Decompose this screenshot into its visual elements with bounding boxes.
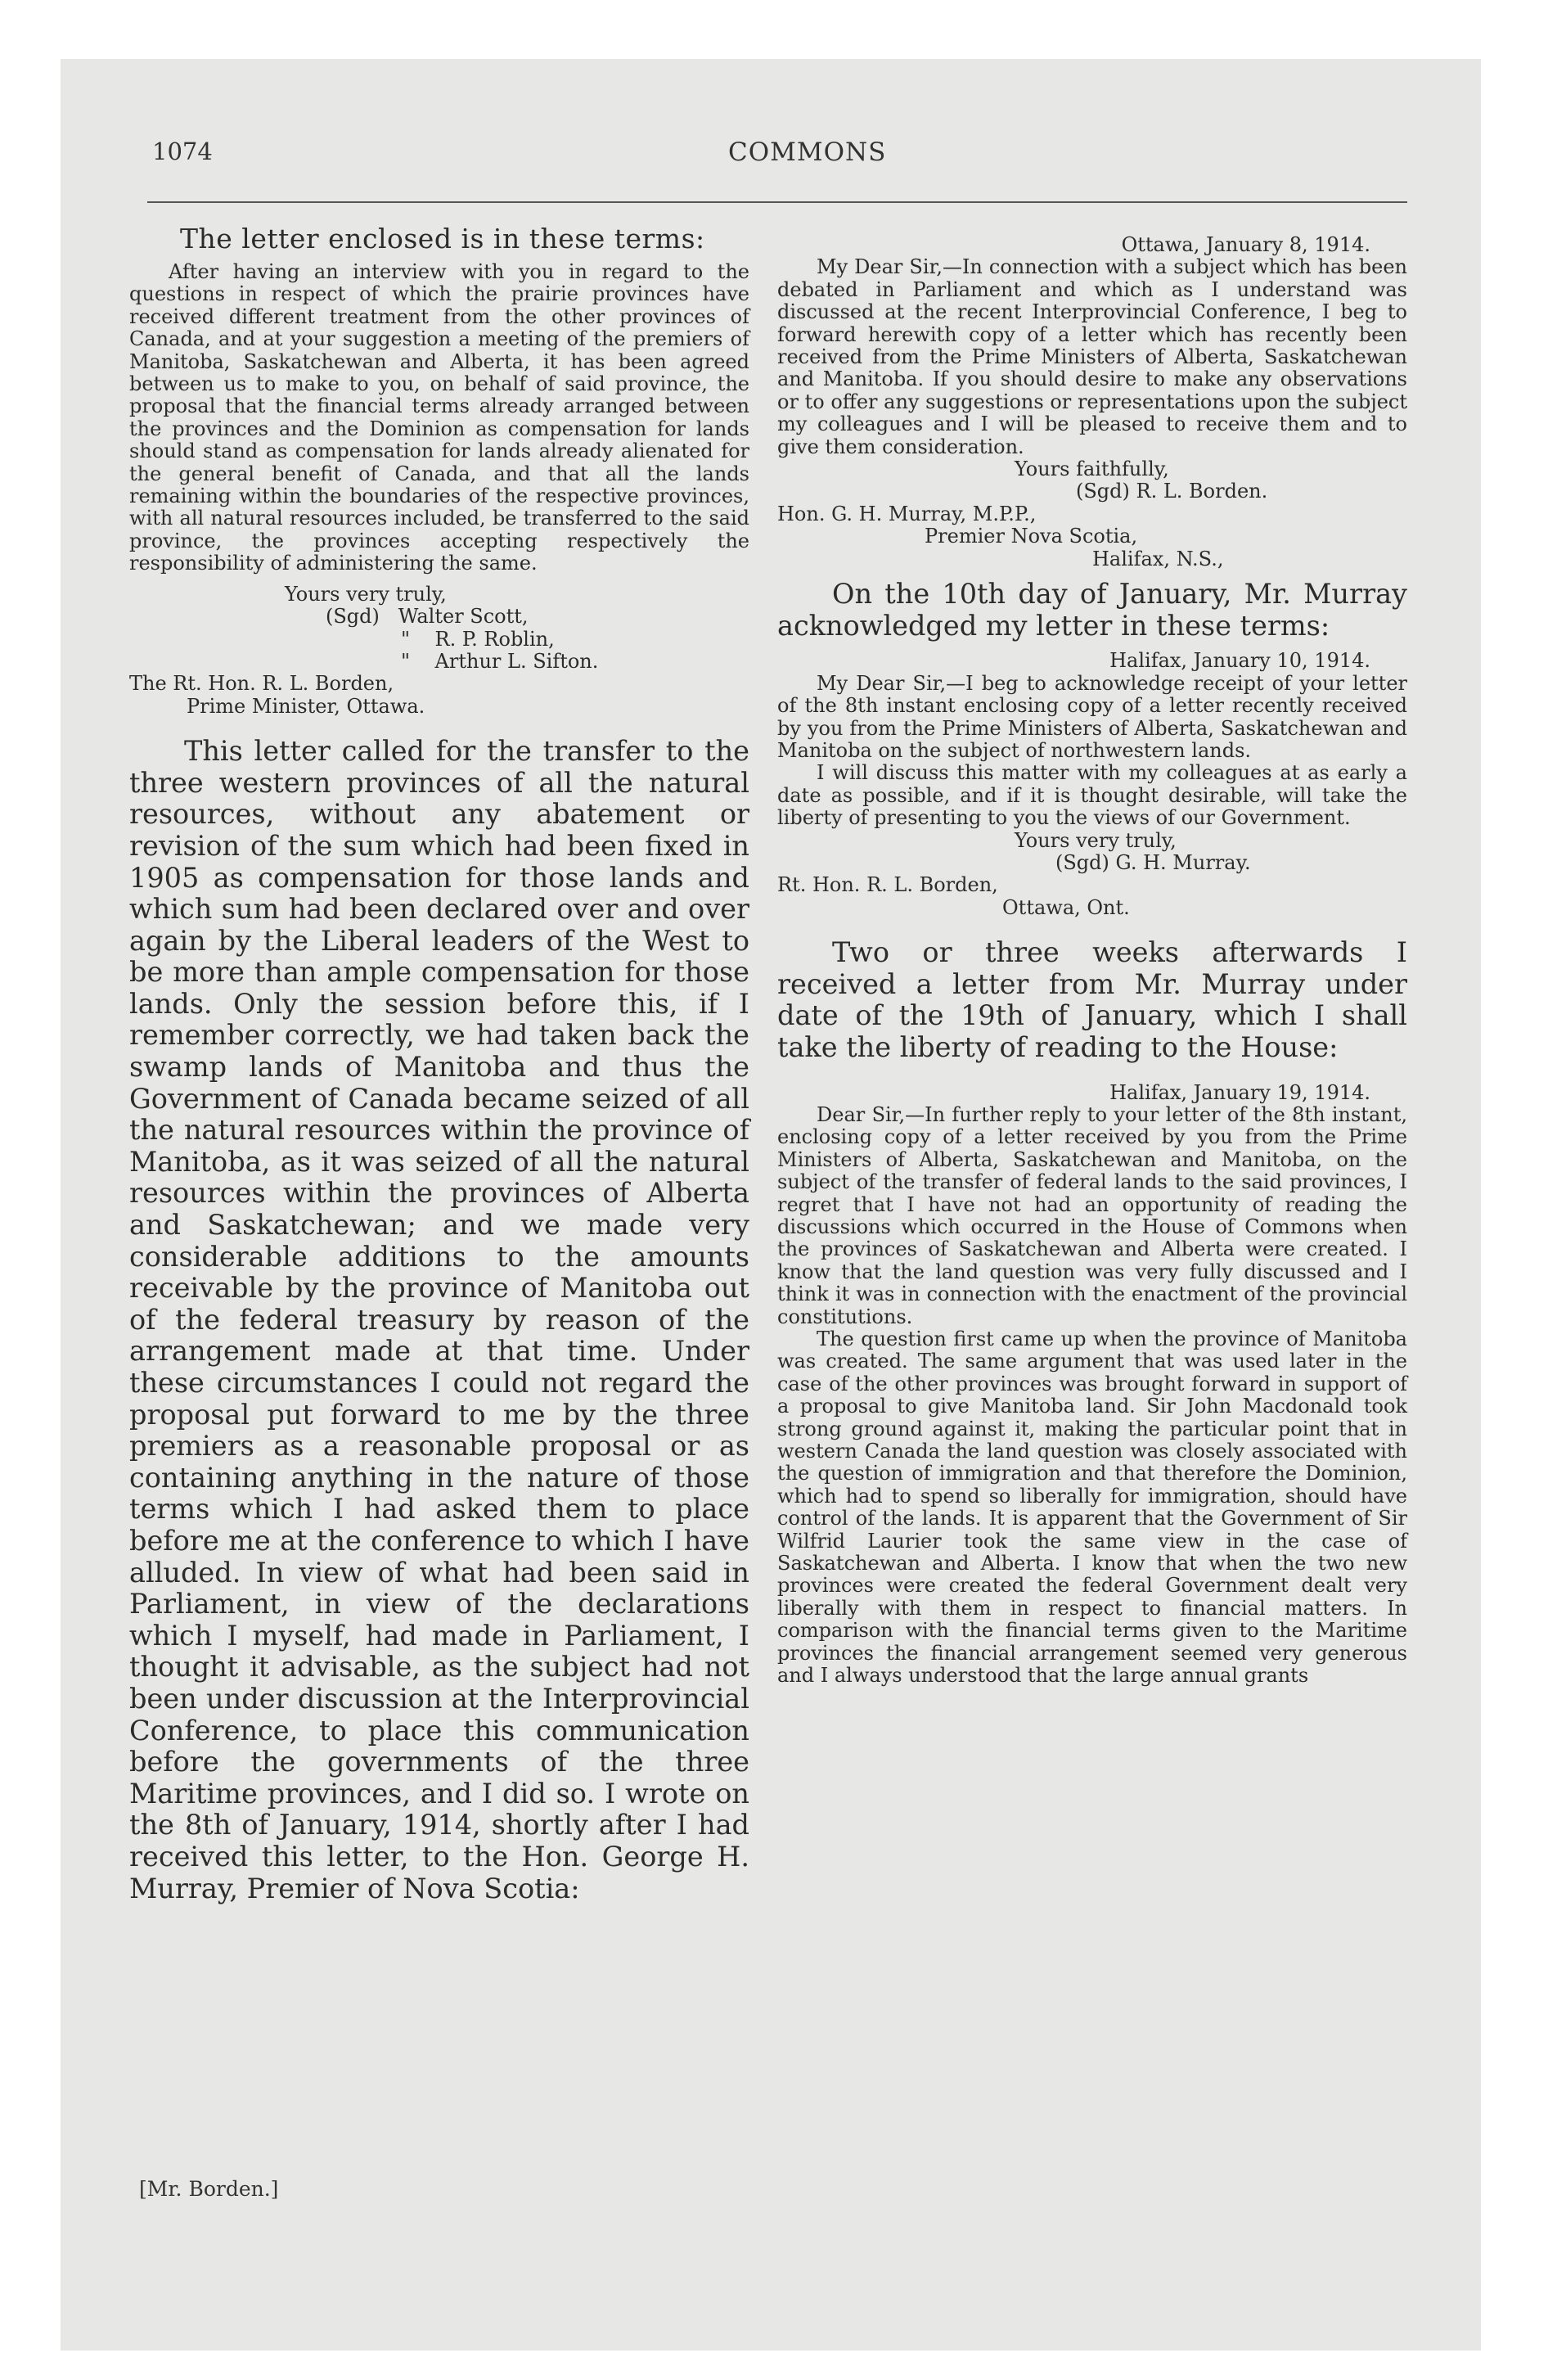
letter1-addressee-title: Premier Nova Scotia, [925, 525, 1138, 548]
running-title: COMMONS [728, 137, 887, 167]
page-header [90, 137, 1407, 187]
letter2-paragraph-1: My Dear Sir,—I beg to acknowledge receipt of your letter of the 8th instant enclosing copy of a letter recently received by you from the Prime Ministers of Alberta, Saskatchewan and Manitoba on the subject of northwestern lands. [777, 671, 1407, 762]
signature-sifton: " Arthur L. Sifton. [401, 649, 599, 673]
premiers-letter-body: After having an interview with you in regard to the questions in respect of which the prairie provinces have received different treatment from the other provinces of Canada, and at your suggestion a meeting of the premiers of Manitoba, Saskatchewan and Alberta, it has been agreed between us to make to you, on behalf of said province, the proposal that the financial terms already arranged between the provinces and the Dominion as compensation for lands should stand as compensation for lands already alienated for the general benefit of Canada, and that all the lands remaining within the boundaries of the respective provinces, with all natural resources included, be transferred to the said province, the provinces accepting respectively the responsibility of administering the same. [129, 260, 749, 575]
speech-paragraph-2: On the 10th day of January, Mr. Murray acknowledged my letter in these terms: [777, 578, 1407, 642]
page-number: 1074 [152, 137, 213, 165]
right-column [777, 234, 1407, 1688]
letter1-addressee-city: Halifax, N.S., [1092, 547, 1224, 570]
letter3-paragraph-2: The question first came up when the province of Manitoba was created. The same argument that was used later in the case of the other provinces was brought forward in support of a proposal to give Manitoba land. Sir John Macdonald took strong ground against it, making the particular point that in western Canada the land question was closely associated with the question of immigration and that therefore the Dominion, which had to spend so liberally for immigration, should have control of the lands. It is apparent that the Government of Sir Wilfrid Laurier took the same view in the case of Saskatchewan and Alberta. I know that when the two new provinces were created the federal Government dealt very liberally with them in respect to financial matters. In comparison with the financial terms given to the Maritime provinces the financial arrangement seemed very generous and I always understood that the large annual grants [777, 1327, 1407, 1688]
letter2-paragraph-2: I will discuss this matter with my colleagues at as early a date as possible, and if it is thought desirable, will take the liberty of presenting to you the views of our Government. [777, 761, 1407, 830]
left-column [129, 223, 749, 1904]
letter2-addressee: Rt. Hon. R. L. Borden, [777, 873, 998, 897]
addressee-title: Prime Minister, Ottawa. [187, 694, 425, 718]
letter3-date: Halifax, January 19, 1914. [1109, 1080, 1370, 1104]
letter2-closing: Yours very truly, [1015, 828, 1177, 852]
speaker-tag: [Mr. Borden.] [139, 2177, 279, 2201]
letter1-closing: Yours faithfully, [1015, 458, 1169, 481]
letter1-date: Ottawa, January 8, 1914. [1121, 233, 1370, 256]
letter2-signature: (Sgd) G. H. Murray. [1055, 850, 1251, 874]
signature-roblin: " R. P. Roblin, [401, 627, 555, 651]
addressee-name: The Rt. Hon. R. L. Borden, [129, 672, 394, 696]
letter2-date: Halifax, January 10, 1914. [1109, 649, 1370, 673]
letter-intro: The letter enclosed is in these terms: [180, 223, 705, 255]
signature-scott: (Sgd) Walter Scott, [326, 605, 529, 629]
speech-paragraph-3: Two or three weeks afterwards I received a letter from Mr. Murray under date of the 19th of January, which I shall take the liberty of reading to the House: [777, 936, 1407, 1063]
letter2-addressee-city: Ottawa, Ont. [1002, 895, 1130, 919]
header-rule [147, 201, 1407, 203]
letter1-signature: (Sgd) R. L. Borden. [1076, 480, 1268, 503]
letter1-body: My Dear Sir,—In connection with a subject which has been debated in Parliament and which as I understand was discussed at the recent Interprovincial Conference, I beg to forward herewith copy of a letter which has recently been received from the Prime Ministers of Alberta, Saskatchewan and Manitoba. If you should desire to make any observations or to offer any suggestions or representations upon the subject my colleagues and I will be pleased to receive them and to give them consideration. [777, 255, 1407, 458]
premiers-letter-closing: Yours very truly, [285, 582, 447, 606]
letter1-addressee: Hon. G. H. Murray, M.P.P., [777, 502, 1037, 525]
speech-paragraph-1: This letter called for the transfer to the three western provinces of all the natural resources, without any abatement or revision of the sum which had been fixed in 1905 as compensation for those lands and which sum had been declared over and over again by the Liberal leaders of the West to be more than ample compensation for those lands. Only the session before this, if I remember correctly, we had taken back the swamp lands of Manitoba and thus the Government of Canada became seized of all the natural resources within the province of Manitoba, as it was seized of all the natural resources within the provinces of Alberta and Saskatchewan; and we made very considerable additions to the amounts receivable by the province of Manitoba out of the federal treasury by reason of the arrangement made at that time. Under these circumstances I could not regard the proposal put forward to me by the three premiers as a reasonable proposal or as containing anything in the nature of those terms which I had asked them to place before me at the conference to which I have alluded. In view of what had been said in Parliament, in view of the declarations which I myself, had made in Parliament, I thought it advisable, as the subject had not been under discussion at the Interprovincial Conference, to place this communication before the governments of the three Maritime provinces, and I did so. I wrote on the 8th of January, 1914, shortly after I had received this letter, to the Hon. George H. Murray, Premier of Nova Scotia: [129, 735, 749, 1904]
letter3-paragraph-1: Dear Sir,—In further reply to your letter of the 8th instant, enclosing copy of a letter received by you from the Prime Ministers of Alberta, Saskatchewan and Manitoba, on the subject of the transfer of federal lands to the said provinces, I regret that I have not had an opportunity of reading the discussions which occurred in the House of Commons when the provinces of Saskatchewan and Alberta were created. I know that the land question was very fully discussed and I think it was in connection with the enactment of the provincial constitutions. [777, 1102, 1407, 1328]
